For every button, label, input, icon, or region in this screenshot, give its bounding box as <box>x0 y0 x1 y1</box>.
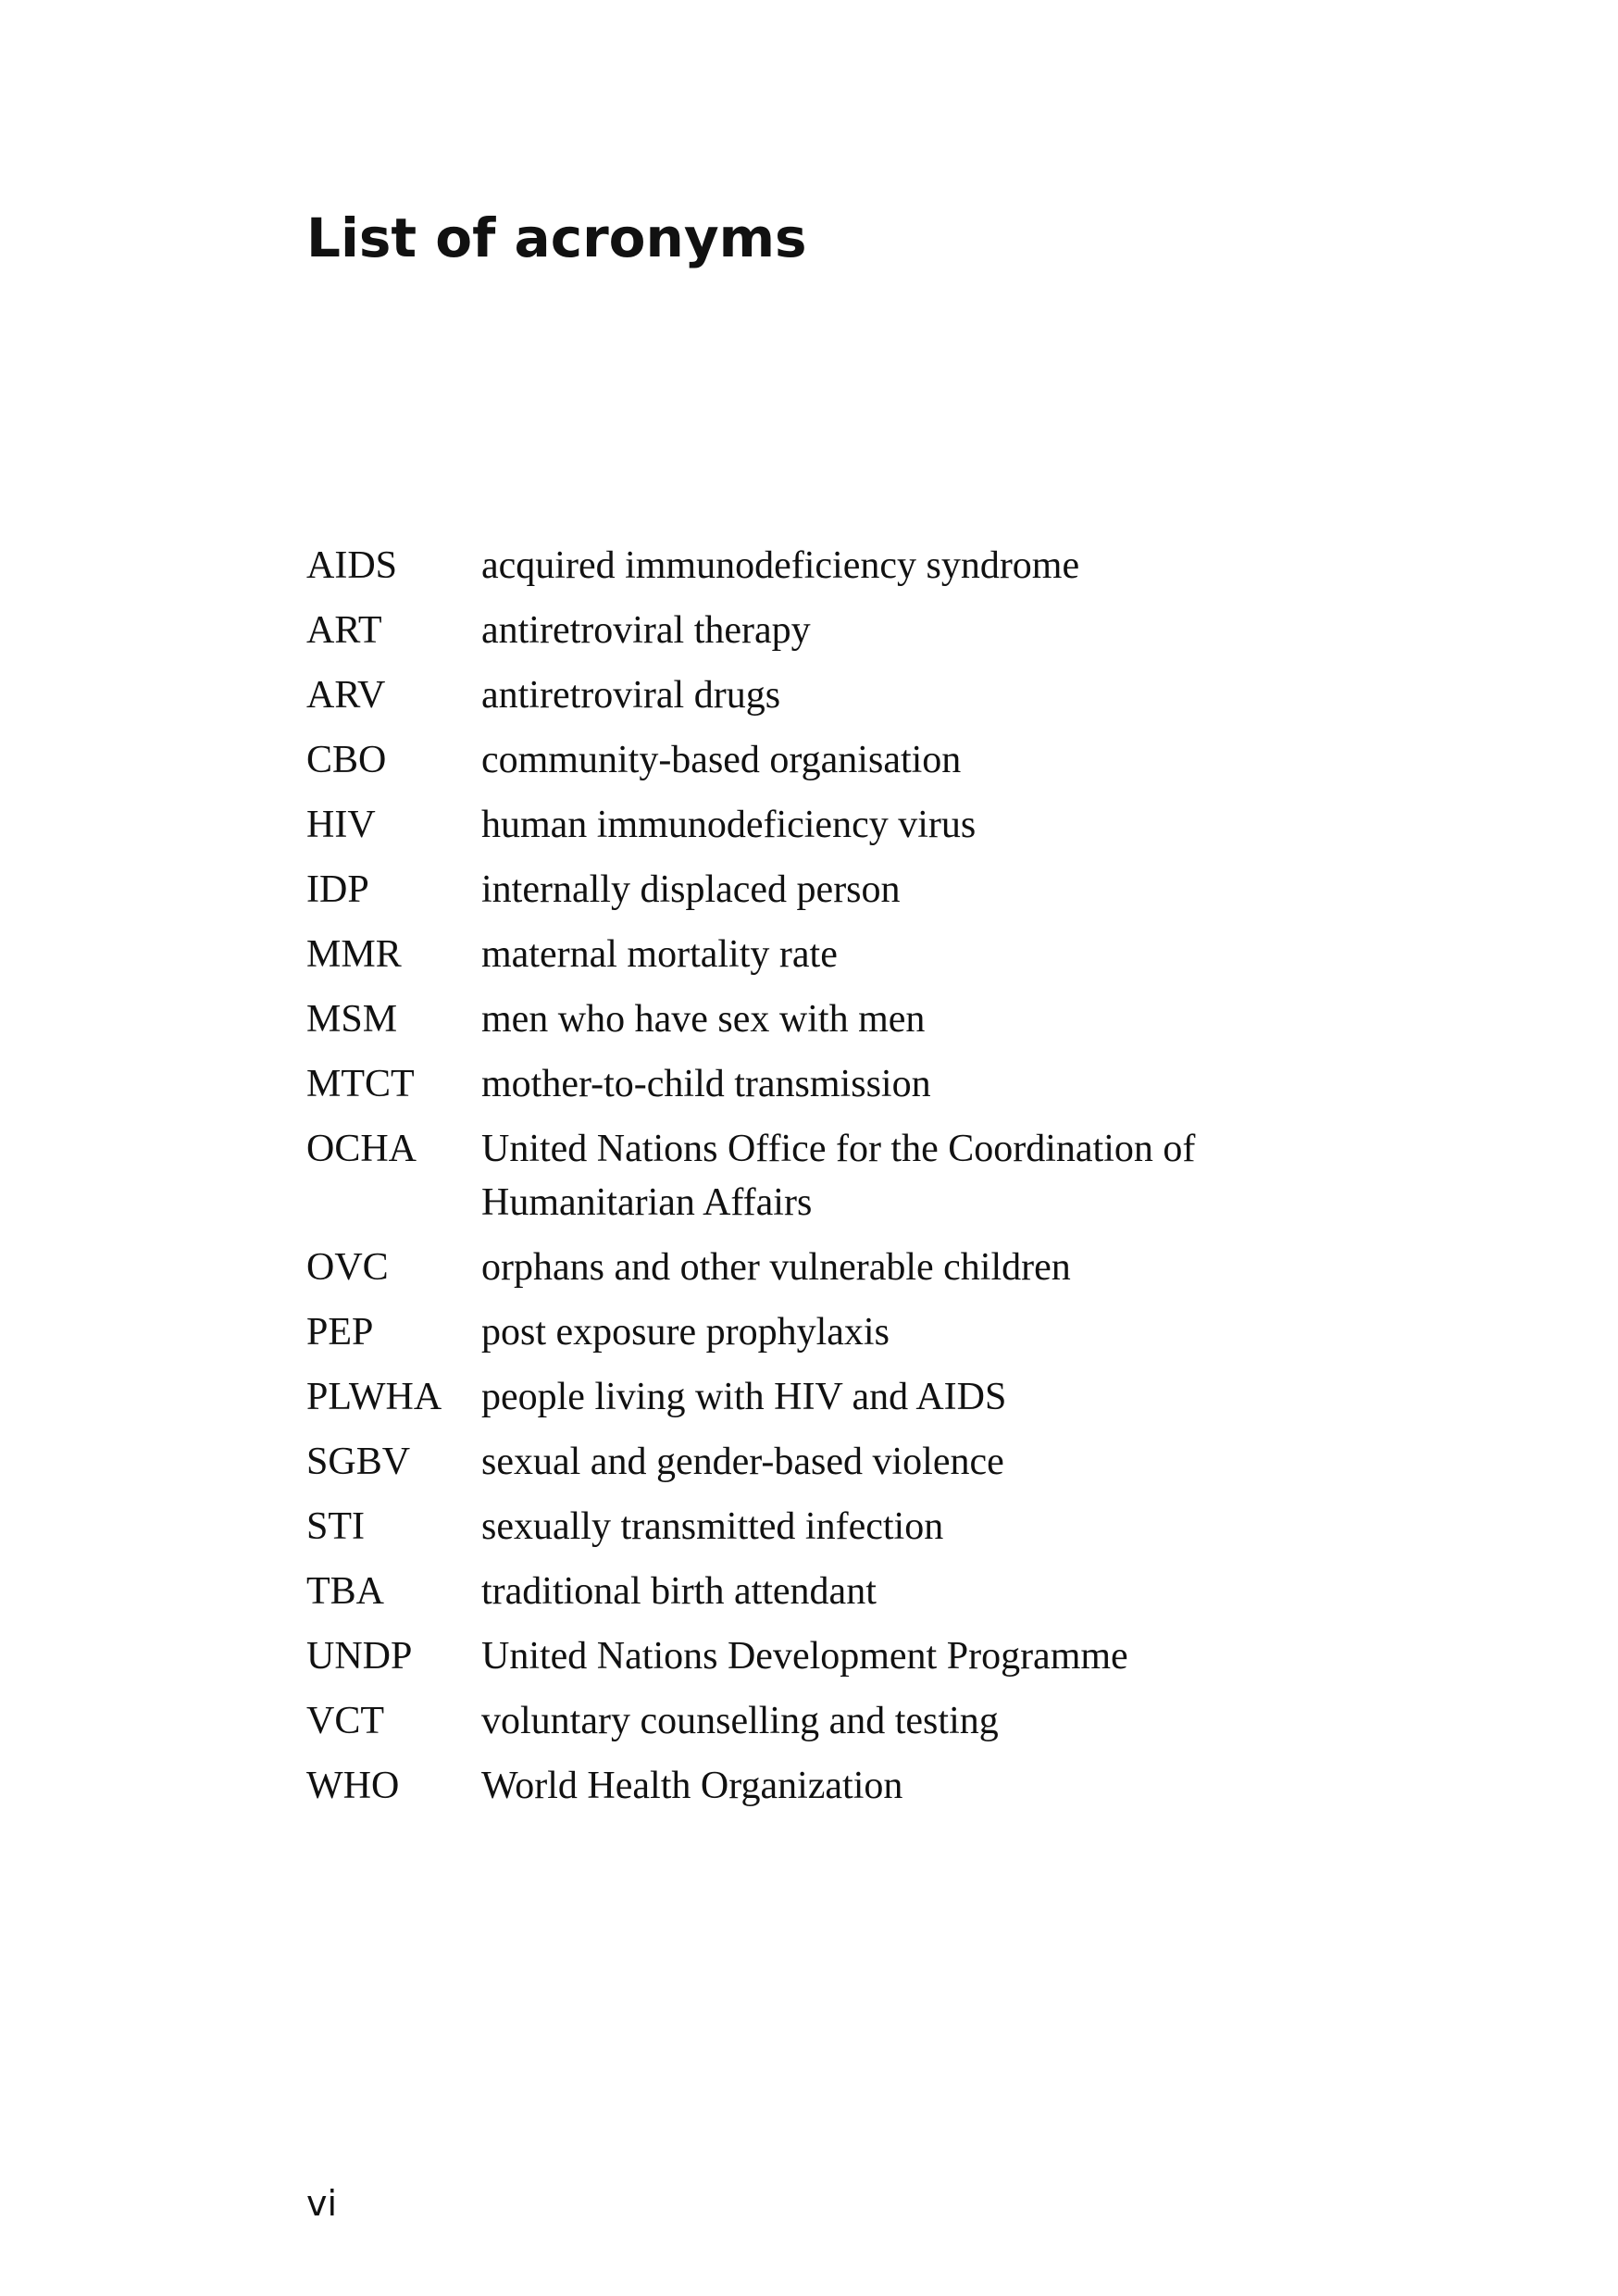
page-title: List of acronyms <box>306 206 807 269</box>
acronym-row <box>306 1435 1325 1489</box>
acronym-definition: internally displaced person <box>481 868 901 911</box>
acronym-definition: men who have sex with men <box>481 998 926 1041</box>
acronym-definition: orphans and other vulnerable children <box>481 1246 1071 1289</box>
acronym-row <box>306 1694 1325 1748</box>
acronym-abbr: ART <box>306 609 382 652</box>
acronym-abbr: UNDP <box>306 1635 413 1678</box>
acronym-row <box>306 1500 1325 1554</box>
acronym-row <box>306 992 1325 1046</box>
acronym-definition: maternal mortality rate <box>481 933 838 976</box>
acronym-definition: acquired immunodeficiency syndrome <box>481 544 1080 587</box>
acronym-row <box>306 1759 1325 1813</box>
acronym-abbr: VCT <box>306 1700 384 1742</box>
acronym-row <box>306 604 1325 657</box>
acronym-abbr: PEP <box>306 1311 374 1354</box>
acronym-abbr: PLWHA <box>306 1376 442 1418</box>
acronym-abbr: MSM <box>306 998 398 1041</box>
acronym-row <box>306 1241 1325 1294</box>
acronym-abbr: CBO <box>306 739 387 781</box>
acronym-row <box>306 539 1325 593</box>
acronym-definition: antiretroviral drugs <box>481 674 781 717</box>
acronym-row <box>306 1305 1325 1359</box>
acronym-abbr: OCHA <box>306 1128 417 1170</box>
acronym-row <box>306 1370 1325 1424</box>
acronym-row <box>306 1122 1325 1229</box>
acronym-abbr: OVC <box>306 1246 389 1289</box>
acronym-definition: sexual and gender-based violence <box>481 1441 1004 1483</box>
acronym-abbr: ARV <box>306 674 386 717</box>
acronym-row <box>306 1565 1325 1618</box>
acronym-definition: antiretroviral therapy <box>481 609 811 652</box>
acronym-definition: traditional birth attendant <box>481 1570 877 1613</box>
acronym-definition: community-based organisation <box>481 739 962 781</box>
acronym-abbr: TBA <box>306 1570 384 1613</box>
acronym-abbr: STI <box>306 1505 365 1548</box>
acronym-row <box>306 928 1325 981</box>
acronym-definition: mother-to-child transmission <box>481 1063 931 1105</box>
acronym-definition: United Nations Development Programme <box>481 1635 1128 1678</box>
acronym-definition: post exposure prophylaxis <box>481 1311 890 1354</box>
acronym-row <box>306 733 1325 787</box>
page-number: vi <box>306 2183 338 2224</box>
acronym-list <box>306 539 1325 1824</box>
acronym-row <box>306 1057 1325 1111</box>
acronym-definition: voluntary counselling and testing <box>481 1700 999 1742</box>
acronym-abbr: WHO <box>306 1765 400 1807</box>
acronym-abbr: HIV <box>306 804 376 846</box>
acronym-row <box>306 1629 1325 1683</box>
acronym-abbr: MMR <box>306 933 402 976</box>
acronym-definition: sexually transmitted infection <box>481 1505 944 1548</box>
acronym-definition: human immunodeficiency virus <box>481 804 977 846</box>
acronym-definition: World Health Organization <box>481 1765 903 1807</box>
acronym-row <box>306 863 1325 917</box>
acronym-abbr: IDP <box>306 868 369 911</box>
acronym-row <box>306 668 1325 722</box>
acronym-definition: people living with HIV and AIDS <box>481 1376 1007 1418</box>
acronym-row <box>306 798 1325 852</box>
acronym-definition: United Nations Office for the Coordination of Humanitarian Affairs <box>481 1128 1196 1224</box>
acronym-abbr: MTCT <box>306 1063 415 1105</box>
acronym-abbr: AIDS <box>306 544 398 587</box>
acronym-abbr: SGBV <box>306 1441 411 1483</box>
